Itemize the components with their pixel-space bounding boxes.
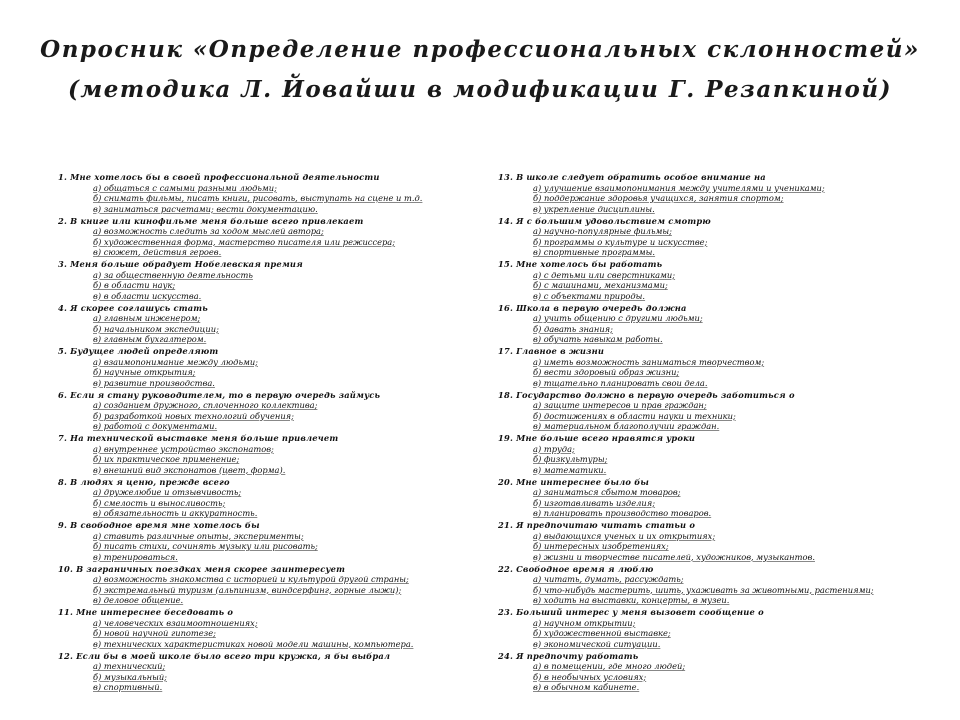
question-heading: 6. Если я стану руководителем, то в первую очередь займусь bbox=[58, 389, 381, 400]
answer-option: б) художественной выставке; bbox=[533, 628, 671, 638]
answer-option: б) физкультуры; bbox=[533, 454, 608, 464]
answer-option: б) давать знания; bbox=[533, 323, 613, 334]
question-heading: 11. Мне интереснее беседовать о bbox=[58, 607, 234, 617]
answer-option: в) спортивный. bbox=[93, 682, 163, 692]
answer-option: а) выдающихся ученых и их открытиях; bbox=[533, 530, 716, 541]
question-item bbox=[498, 477, 908, 519]
question-heading: 12. Если бы в моей школе было всего три кружка, я бы выбрал bbox=[58, 650, 391, 661]
question-item bbox=[498, 390, 908, 432]
question-heading: 16. Школа в первую очередь должна bbox=[498, 302, 687, 313]
answer-option: а) защите интересов и прав граждан; bbox=[533, 400, 707, 410]
question-item bbox=[498, 564, 908, 606]
answer-option: в) технических характеристиках новой модели машины, компьютера. bbox=[93, 638, 414, 649]
answer-option: б) начальником экспедиции; bbox=[93, 323, 219, 334]
answer-option: а) главным инженером; bbox=[93, 313, 201, 323]
answer-option: а) труда; bbox=[533, 443, 575, 454]
answer-option: а) внутреннее устройство экспонатов; bbox=[93, 443, 274, 454]
title-line-2: (методика Л. Йовайши в модификации Г. Резапкиной) bbox=[68, 76, 892, 103]
question-item bbox=[58, 607, 468, 649]
answer-option: в) внешний вид экспонатов (цвет, форма). bbox=[93, 464, 286, 475]
answer-option: б) смелость и выносливость; bbox=[93, 497, 226, 508]
question-item bbox=[58, 564, 468, 606]
answer-option: в) обязательность и аккуратность. bbox=[93, 508, 258, 518]
answer-option: в) планировать производство товаров. bbox=[533, 508, 712, 518]
question-heading: 19. Мне больше всего нравятся уроки bbox=[498, 433, 696, 443]
answer-option: б) интересных изобретениях; bbox=[533, 541, 669, 551]
answer-option: б) их практическое применение; bbox=[93, 454, 240, 464]
question-item bbox=[498, 520, 908, 562]
question-heading: 7. На технической выставке меня больше привлечет bbox=[58, 433, 339, 443]
question-heading: 9. В свободное время мне хотелось бы bbox=[58, 520, 260, 530]
page-title bbox=[0, 30, 960, 110]
answer-option: б) художественная форма, мастерство писателя или режиссера; bbox=[93, 236, 396, 247]
answer-option: б) что-нибудь мастерить, шить, ухаживать за животными, растениями; bbox=[533, 584, 874, 595]
answer-option: б) с машинами, механизмами; bbox=[533, 280, 668, 290]
question-heading: 17. Главное в жизни bbox=[498, 346, 605, 356]
answer-option: б) в необычных условиях; bbox=[533, 671, 647, 682]
answer-option: в) жизни и творчестве писателей, художников, музыкантов. bbox=[533, 551, 815, 562]
question-heading: 21. Я предпочитаю читать статьи о bbox=[498, 520, 696, 530]
answer-option: а) заниматься сбытом товаров; bbox=[533, 487, 681, 497]
answer-option: а) учить общению с другими людьми; bbox=[533, 313, 703, 323]
question-heading: 4. Я скорее соглашусь стать bbox=[58, 302, 208, 313]
answer-option: в) работой с документами. bbox=[93, 421, 218, 431]
question-item bbox=[58, 477, 468, 519]
answer-option: в) заниматься расчетами; вести документацию. bbox=[93, 203, 318, 214]
answer-option: а) иметь возможность заниматься творчеством; bbox=[533, 356, 765, 367]
question-heading: 24. Я предпочту работать bbox=[498, 650, 639, 661]
answer-option: в) укрепление дисциплины. bbox=[533, 203, 655, 214]
question-heading: 14. Я с большим удовольствием смотрю bbox=[498, 215, 711, 226]
question-heading: 20. Мне интереснее было бы bbox=[498, 476, 650, 487]
question-heading: 5. Будущее людей определяют bbox=[58, 346, 219, 356]
answer-option: в) главным бухгалтером. bbox=[93, 334, 207, 344]
answer-option: в) спортивные программы. bbox=[533, 247, 656, 257]
answer-option: в) в обычном кабинете. bbox=[533, 682, 640, 692]
question-item bbox=[498, 433, 908, 475]
answer-option: в) тщательно планировать свои дела. bbox=[533, 377, 708, 388]
answer-option: а) возможность следить за ходом мыслей автора; bbox=[93, 226, 324, 236]
question-item bbox=[58, 346, 468, 388]
answer-option: б) изготавливать изделия; bbox=[533, 497, 656, 508]
question-heading: 3. Меня больше обрадует Нобелевская премия bbox=[58, 259, 303, 269]
question-heading: 18. Государство должно в первую очередь заботиться о bbox=[498, 389, 795, 400]
question-item bbox=[498, 172, 908, 214]
answer-option: а) технический; bbox=[93, 661, 166, 671]
question-heading: 1. Мне хотелось бы в своей профессиональной деятельности bbox=[58, 172, 380, 182]
answer-option: а) научно-популярные фильмы; bbox=[533, 226, 672, 236]
answer-option: в) ходить на выставки, концерты, в музеи. bbox=[533, 595, 730, 605]
answer-option: б) экстремальный туризм (альпинизм, виндсерфинг, горные лыжи); bbox=[93, 584, 402, 595]
question-item bbox=[58, 259, 468, 301]
answer-option: в) сюжет, действия героев. bbox=[93, 247, 222, 257]
question-item bbox=[58, 172, 468, 214]
question-item bbox=[498, 259, 908, 301]
question-item bbox=[58, 303, 468, 345]
question-item bbox=[498, 216, 908, 258]
answer-option: б) программы о культуре и искусстве; bbox=[533, 236, 708, 247]
answer-option: б) писать стихи, сочинять музыку или рисовать; bbox=[93, 541, 318, 551]
question-item bbox=[58, 520, 468, 562]
answer-option: в) тренироваться. bbox=[93, 551, 178, 562]
answer-option: а) с детьми или сверстниками; bbox=[533, 269, 676, 280]
question-heading: 13. В школе следует обратить особое внимание на bbox=[498, 172, 766, 182]
answer-option: а) в помещении, где много людей; bbox=[533, 661, 686, 671]
answer-option: б) разработкой новых технологий обучения; bbox=[93, 410, 294, 421]
answer-option: б) достижениях в области науки и техники; bbox=[533, 410, 736, 421]
question-item bbox=[58, 216, 468, 258]
answer-option: а) человеческих взаимоотношениях; bbox=[93, 617, 258, 628]
answer-option: в) обучать навыкам работы. bbox=[533, 334, 663, 344]
question-heading: 8. В людях я ценю, прежде всего bbox=[58, 476, 230, 487]
answer-option: б) поддержание здоровья учащихся, занятия спортом; bbox=[533, 193, 784, 203]
answer-option: б) в области наук; bbox=[93, 280, 176, 290]
answer-option: а) улучшение взаимопонимания между учителями и учениками; bbox=[533, 182, 825, 193]
question-heading: 23. Больший интерес у меня вызовет сообщение о bbox=[498, 607, 764, 617]
answer-option: а) ставить различные опыты, эксперименты; bbox=[93, 530, 304, 541]
answer-option: б) музыкальный; bbox=[93, 671, 167, 682]
question-heading: 22. Свободное время я люблю bbox=[498, 563, 654, 574]
question-item bbox=[58, 651, 468, 693]
answer-option: б) вести здоровый образ жизни; bbox=[533, 367, 680, 377]
question-item bbox=[498, 607, 908, 649]
answer-option: в) математики. bbox=[533, 464, 607, 475]
answer-option: б) новой научной гипотезе; bbox=[93, 628, 216, 638]
right-question-column bbox=[498, 172, 908, 694]
answer-option: а) возможность знакомства с историей и культурой другой страны; bbox=[93, 574, 409, 584]
left-question-column bbox=[58, 172, 468, 694]
question-item bbox=[498, 651, 908, 693]
title-line-1: Опросник «Определение профессиональных склонностей» bbox=[40, 36, 920, 63]
question-item bbox=[58, 433, 468, 475]
answer-option: а) дружелюбие и отзывчивость; bbox=[93, 487, 242, 497]
answer-option: а) научном открытии; bbox=[533, 617, 636, 628]
answer-option: в) материальном благополучии граждан. bbox=[533, 421, 720, 431]
question-item bbox=[498, 346, 908, 388]
answer-option: б) снимать фильмы, писать книги, рисовать, выступать на сцене и т.д. bbox=[93, 193, 423, 203]
answer-option: в) с объектами природы. bbox=[533, 290, 646, 301]
answer-option: а) за общественную деятельность bbox=[93, 269, 253, 280]
answer-option: а) взаимопонимание между людьми; bbox=[93, 356, 258, 367]
answer-option: в) деловое общение. bbox=[93, 595, 184, 605]
question-heading: 10. В заграничных поездках меня скорее заинтересует bbox=[58, 563, 346, 574]
question-item bbox=[498, 303, 908, 345]
answer-option: в) развитие производства. bbox=[93, 377, 215, 388]
question-heading: 2. В книге или кинофильме меня больше всего привлекает bbox=[58, 215, 364, 226]
answer-option: б) научные открытия; bbox=[93, 367, 196, 377]
answer-option: а) созданием дружного, сплоченного коллектива; bbox=[93, 400, 318, 410]
answer-option: в) экономической ситуации. bbox=[533, 638, 661, 649]
question-item bbox=[58, 390, 468, 432]
answer-option: а) читать, думать, рассуждать; bbox=[533, 574, 684, 584]
answer-option: а) общаться с самыми разными людьми; bbox=[93, 182, 277, 193]
question-heading: 15. Мне хотелось бы работать bbox=[498, 259, 663, 269]
answer-option: в) в области искусства. bbox=[93, 290, 202, 301]
